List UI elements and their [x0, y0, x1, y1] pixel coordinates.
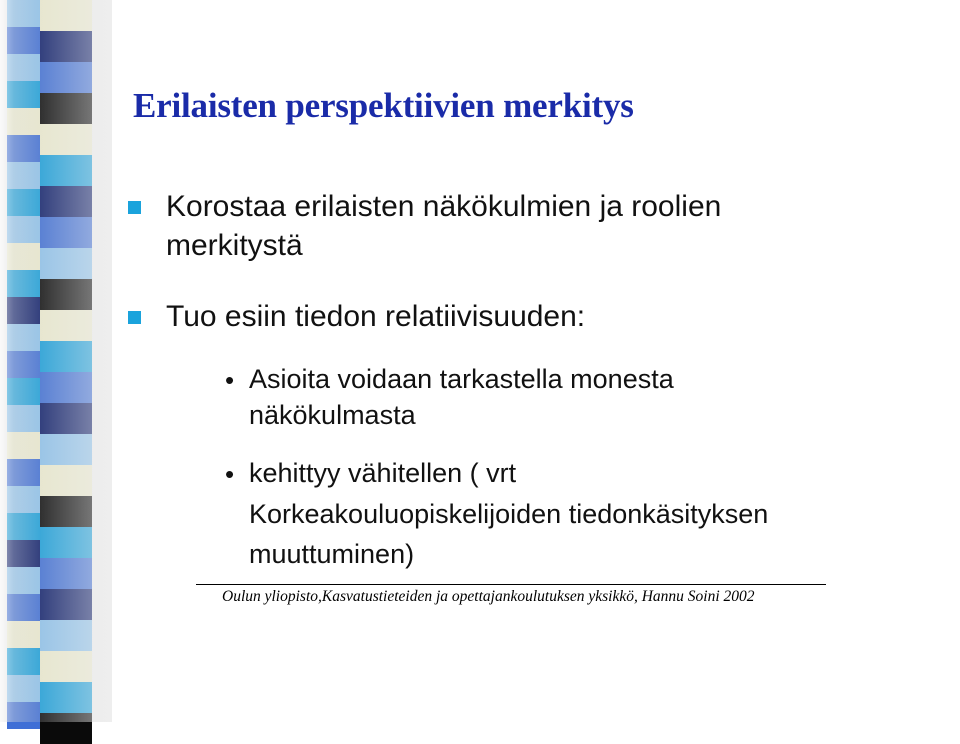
- sub-bullet-line: näkökulmasta: [249, 400, 416, 430]
- sub-bullet-line: kehittyy vähitellen ( vrt: [249, 458, 517, 488]
- slide-title: Erilaisten perspektiivien merkitys: [133, 86, 634, 125]
- bullet-line: Korostaa erilaisten näkökulmien ja roolien: [166, 190, 722, 223]
- sub-bullet-line: Korkeakouluopiskelijoiden tiedonkäsityksen: [249, 499, 769, 529]
- footer-text: Oulun yliopisto,Kasvatustieteiden ja opettajankoulutuksen yksikkö, Hannu Soini 2002: [222, 588, 755, 605]
- bullet-dot-icon: •: [225, 459, 235, 489]
- bullet-dot-icon: •: [225, 365, 235, 395]
- bullet-line: merkitystä: [166, 229, 303, 262]
- bullet-line: Tuo esiin tiedon relatiivisuuden:: [166, 300, 586, 333]
- footer-divider: [196, 584, 826, 585]
- sub-bullet-line: Asioita voidaan tarkastella monesta: [249, 364, 674, 394]
- bullet-square-icon: [128, 201, 141, 214]
- decorative-strip: [0, 0, 112, 722]
- sub-bullet-line: muuttuminen): [249, 539, 415, 569]
- bullet-square-icon: [128, 311, 141, 324]
